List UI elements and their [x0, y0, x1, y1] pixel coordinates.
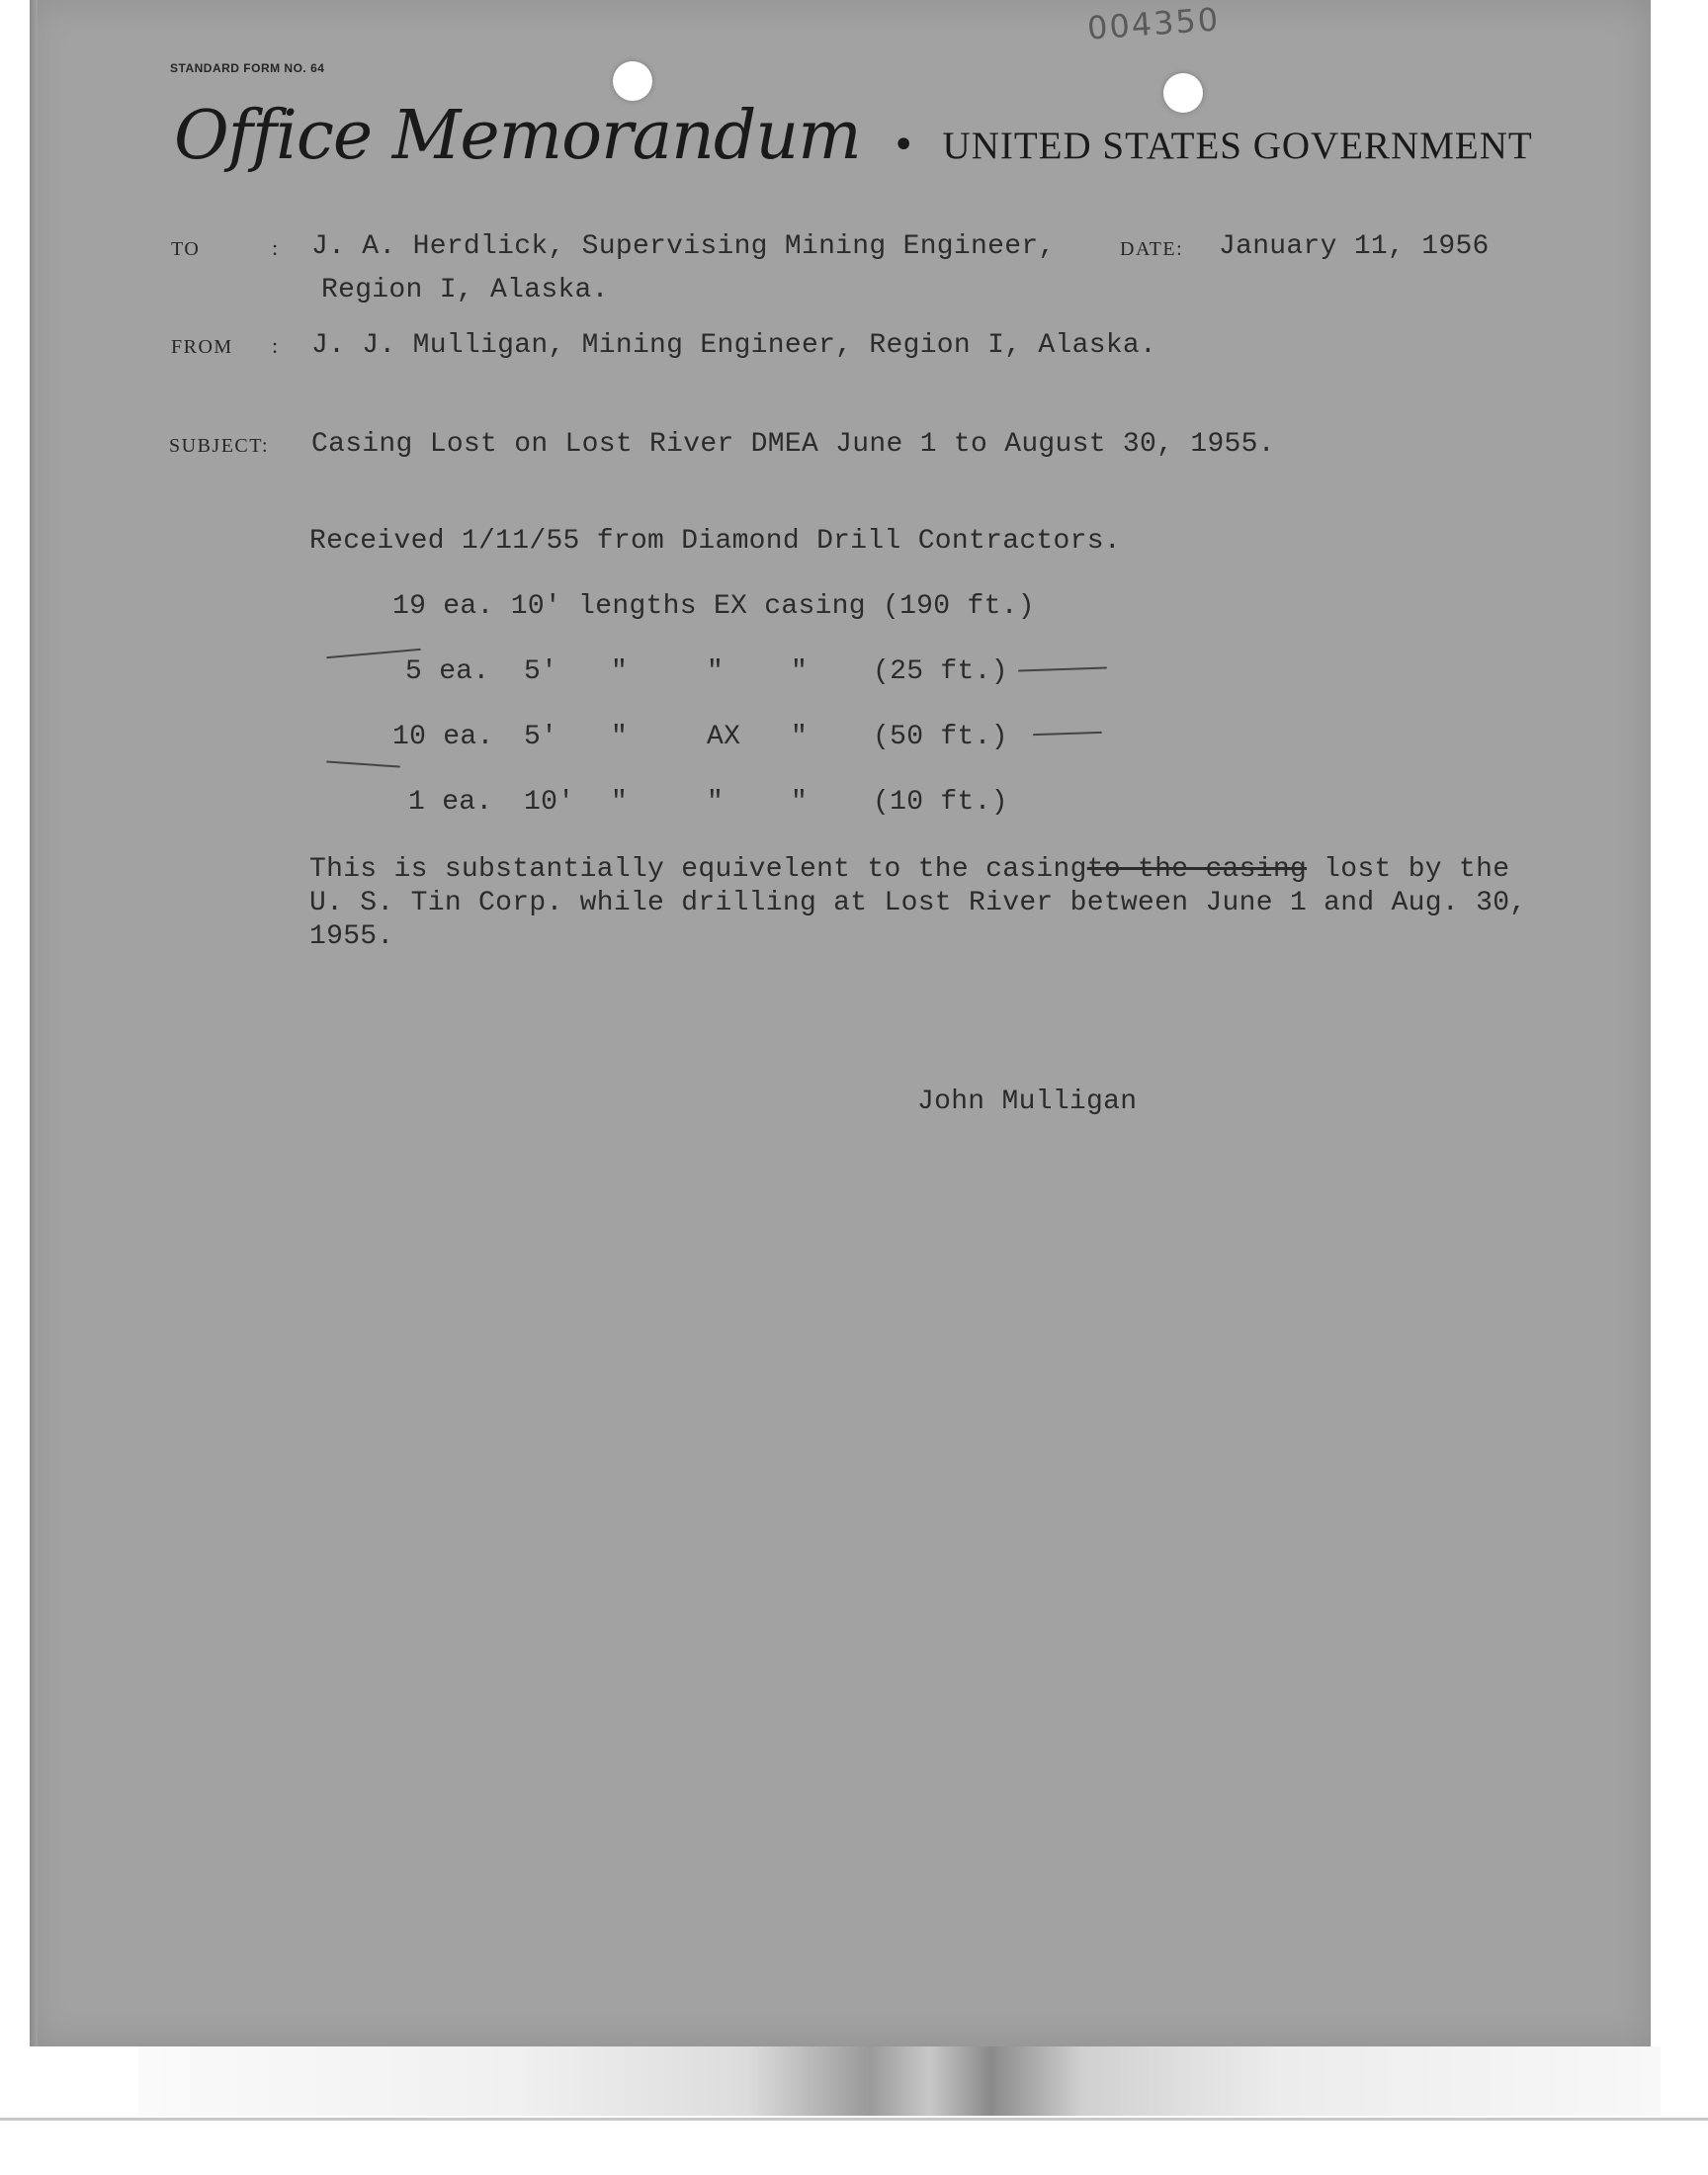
scan-line	[0, 2118, 1708, 2121]
paragraph-line-2: U. S. Tin Corp. while drilling at Lost River between June 1 and Aug. 30,	[309, 888, 1527, 918]
memo-sheet	[30, 0, 1651, 2046]
item-ditto-3: "	[791, 787, 809, 818]
item-ditto-2: "	[707, 656, 725, 687]
item-qty: 1 ea.	[408, 787, 493, 818]
item-ditto-3: "	[791, 722, 809, 752]
from-colon: :	[272, 333, 279, 358]
item-qty: 10 ea.	[392, 722, 494, 752]
paragraph-line-3: 1955.	[309, 921, 394, 952]
item-length: 5'	[524, 722, 558, 752]
scan-artifact	[138, 2046, 1661, 2116]
to-colon: :	[272, 235, 279, 260]
struck-text: to the casing	[1086, 854, 1308, 885]
item-ditto-3: "	[791, 656, 809, 687]
casing-item-2	[0, 656, 1186, 696]
item-ditto-1: "	[611, 656, 629, 687]
paragraph-line-1-start: This is substantially equivelent to the casing	[309, 854, 1087, 885]
from-label: FROM	[171, 336, 233, 358]
item-total: (10 ft.)	[873, 787, 1008, 818]
item-total: (25 ft.)	[873, 656, 1008, 687]
title-office-memorandum: Office Memorandum	[174, 97, 861, 175]
memo-title	[174, 97, 1533, 175]
title-bullet: •	[892, 123, 915, 168]
to-line-1: J. A. Herdlick, Supervising Mining Engineer,	[311, 231, 1056, 262]
item-length: 10'	[524, 787, 575, 818]
item-qty: 5 ea.	[405, 656, 490, 687]
paragraph-line-1	[309, 854, 1509, 885]
from-value: J. J. Mulligan, Mining Engineer, Region I, Alaska.	[311, 330, 1157, 361]
date-label: DATE:	[1120, 238, 1184, 260]
subject-value: Casing Lost on Lost River DMEA June 1 to August 30, 1955.	[311, 429, 1275, 460]
casing-item-3	[0, 722, 1186, 761]
casing-item-4	[0, 787, 1186, 826]
form-number: STANDARD FORM NO. 64	[170, 61, 325, 75]
signature: John Mulligan	[917, 1087, 1138, 1117]
item-ditto-1: "	[611, 722, 629, 752]
date-value: January 11, 1956	[1219, 231, 1490, 262]
item-type-ax: AX	[707, 722, 741, 752]
item-ditto-1: "	[611, 787, 629, 818]
paragraph-line-1-end: lost by the	[1307, 854, 1510, 885]
item-ditto-2: "	[707, 787, 725, 818]
subject-label: SUBJECT:	[169, 435, 270, 457]
item-total: (50 ft.)	[873, 722, 1008, 752]
punch-hole-left	[613, 61, 652, 101]
received-line: Received 1/11/55 from Diamond Drill Contractors.	[309, 526, 1121, 557]
stamp-number: 004350	[1085, 0, 1222, 47]
to-label: TO	[171, 238, 201, 260]
item-length: 5'	[524, 656, 558, 687]
sheet-edge-shadow	[30, 0, 38, 2046]
casing-item-1: 19 ea. 10' lengths EX casing (190 ft.)	[392, 591, 1035, 622]
title-agency: UNITED STATES GOVERNMENT	[942, 125, 1533, 167]
to-line-2: Region I, Alaska.	[321, 275, 609, 305]
